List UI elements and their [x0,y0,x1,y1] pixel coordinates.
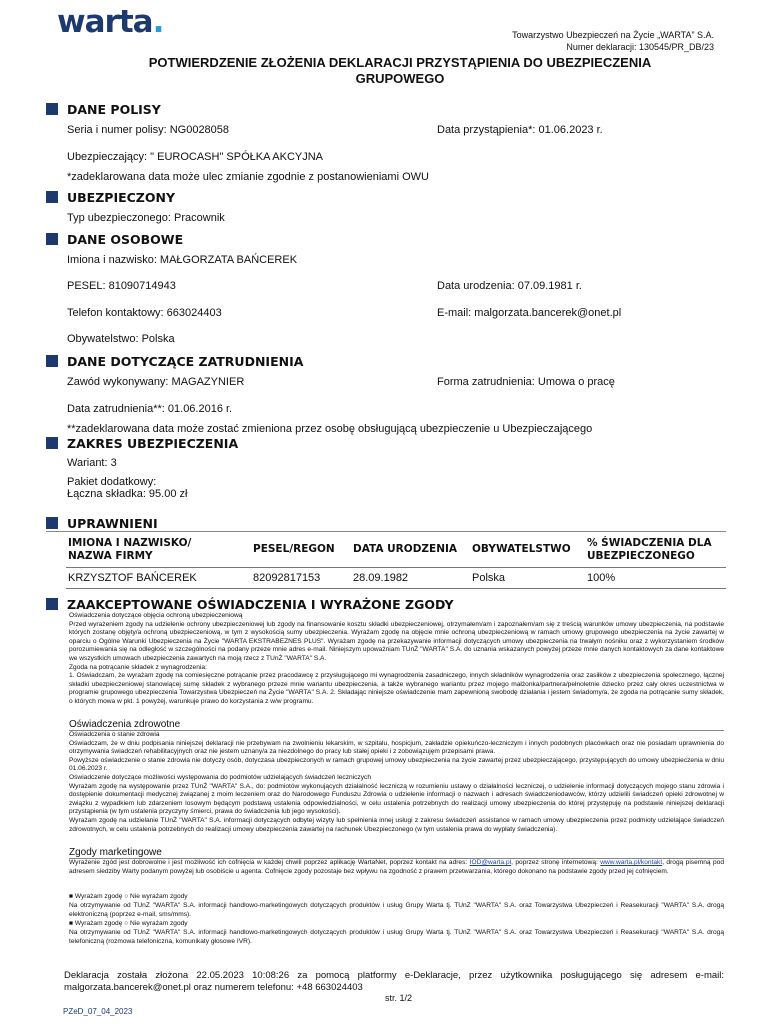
section-marker-icon [46,517,58,529]
section-marker-icon [46,233,58,245]
header-birth: DATA URODZENIA [353,543,458,555]
declaration-number: Numer deklaracji: 130545/PR_DB/23 [566,42,714,52]
section-insured: UBEZPIECZONY [46,189,175,205]
section-marker-icon [46,103,58,115]
consent-radio-email[interactable]: ■ Wyrażam zgodę ○ Nie wyrażam zgody [69,893,188,900]
policy-note: *zadeklarowana data może ulec zmianie zgodnie z postanowieniami OWU [67,171,429,183]
beneficiaries-table [66,535,726,589]
employment-date: Data zatrudnienia**: 01.06.2016 r. [67,403,233,415]
section-scope: ZAKRES UBEZPIECZENIA [46,435,238,451]
row-citizenship: Polska [472,572,506,584]
section-marker-icon [46,191,58,203]
health-statements-heading: Oświadczenia zdrowotne [69,719,724,731]
employment-form: Forma zatrudnienia: Umowa o pracę [437,376,615,388]
warta-contact-link[interactable]: www.warta.pl/kontakt [600,859,663,866]
scope-premium: Łączna składka: 95.00 zł [67,488,188,500]
marketing-email-text: Na otrzymywanie od TUnŻ "WARTA" S.A. informacji handlowo-marketingowych dotyczących produktów i usług Grupy Warta tj. TUnŻ "WARTA" S.A. oraz Towarzystwa Ubezpieczeń i Reasekuracji "WARTA" S.A. drogą elektroniczną (poprzez e-mail, sms/mms). [69,902,724,918]
policy-start-date: Data przystąpienia*: 01.06.2023 r. [437,124,603,136]
page-number: str. 1/2 [385,993,413,1003]
header-citizenship: OBYWATELSTWO [472,543,571,555]
personal-citizenship: Obywatelstwo: Polska [67,333,175,345]
consent-coverage-text: Oświadczenia dotyczące objęcia ochroną ubezpieczeniową Przed wyrażeniem zgody na udzielenie ochrony ubezpieczeniowej lub zgody na finansowanie kosztu składki ubezpieczeniowej, otrzymałem/am i zapoznałem/am się z treścią warunków umowy ubezpieczenia, na podstawie których zostanę objęty/a ochroną ubezpieczeniową, w tym z wysokością sumy ubezpieczenia. Wyrażam zgodę na objęcie mnie ochroną ubezpieczeniową w ramach umowy grupowego ubezpieczenia na życie zawartej w oparciu o Ogólne Warunki Ubezpieczenia na Życie "WARTA EKSTRABEZNES PLUS". Wyrażam zgodę na przekazywanie informacji dotyczących umowy ubezpieczenia na trwałym nośniku oraz z wykorzystaniem środków porozumiewania się na odległość w szczególności na podany przeze mnie adres e-mail. Niniejszym upoważniam TUnŻ "WARTA" S.A. do uznania wskazanych powyżej przeze mnie danych kontaktowych za dane kontaktowe we wszystkich umowach ubezpieczenia zawartych na moją rzecz z TUnŻ "WARTA" S.A. Zgoda na potrącanie składek z wynagrodzenia: 1. Oświadczam, że wyrażam zgodę na comiesięczne potrącanie przez pracodawcę z przysługującego mi wynagrodzenia zasadniczego, innych składników wynagrodzenia oraz zasiłków z ubezpieczenia społecznego, łącznej składki ubezpieczeniowej stanowiącej sumę składek z wybranego przeze mnie wariantu ubezpieczenia, a także wybranego wariantu przez mojego małżonka/partnera/pełnoletnie dziecko przez cały okres uczestnictwa w programie grupowego ubezpieczenia Towarzystwa Ubezpieczeń na Życie "WARTA" S.A. 2. Składając niniejsze oświadczenie mam zapewnioną swobodę działania i jestem świadomy/a, że zgoda na potrącanie sumy składek, o których mowa w pkt. 1 powyżej, warunkuje prawo do korzystania z w/w programu. [69,612,724,705]
company-info [512,29,714,53]
section-beneficiaries: UPRAWNIENI [46,515,726,532]
employment-note: **zadeklarowana data może zostać zmieniona przez osobę obsługującą ubezpieczenie u Ubezpieczającego [67,423,593,435]
consent-radio-phone[interactable]: ■ Wyrażam zgodę ○ Nie wyrażam zgody [69,920,188,927]
iod-email-link[interactable]: IOD@warta.pl [469,859,512,866]
health-statements-text: Oświadczenia o stanie zdrowia Oświadczam, że w dniu podpisania niniejszej deklaracji nie przebywam na zwolnieniu lekarskim, w szpitalu, hospicjum, zakładzie opiekuńczo-leczniczym i innych podobnych placówkach oraz nie posiadam uprawnienia do otrzymywania świadczeń rehabilitacyjnych oraz nie jestem uznany/a za niezdolnego do pracy lub stałej opieki i z zobowiązujęm przepisami prawa. Powyższe oświadczenie o stanie zdrowia nie dotyczy osób, dotyczasa ubezpieczonych w ramach grupowej umowy ubezpieczenia na życie zawartej przez ubezpieczającego, przystępujących do umowy ubezpieczenia w dniu 01.06.2023 r. Oświadczenie dotyczące możliwości występowania do podmiotów udzielających świadczeń leczniczych Wyrażam zgodę na występowanie przez TUnŻ "WARTA" S.A., do: podmiotów wykonujących działalność leczniczą w rozumieniu ustawy o działalności leczniczej, o udzielenie informacji dotyczących mojego stanu zdrowia i dostępienie dokumentacji medycznej związanej z moim leczeniem oraz do Narodowego Funduszu Zdrowia o udzielenie informacji o nazwach i adresach świadczeniodawców, którzy udzielili świadczeń opieki zdrowotnej w związku z wypadkiem lub zdarzeniem losowym będącym podstawą ustalenia odpowiedzialności, w celu ustalenia potrzebnych do realizacji umowy ubezpieczenia do której przystępuję na podstawie niniejszej deklaracji przystąpienia (w tym ustalenia przyczyny śmierci, prawa do świadczenia lub jego wysokości). Wyrażam zgodę na udzielanie TUnŻ "WARTA" S.A. informacji dotyczących odbytej wizyty lub spełnienia innej usługi z zakresu świadczeń assistance w ramach umowy ubezpieczenia przez podmioty udzielające świadczeń zdrowotnych, w celu ustalenia potrzebnych do realizacji umowy ubezpieczenia zawartej na rachunek Ubezpieczonego (w tym ustalenia prawa do wypłaty świadczenia). [69,731,724,833]
row-share: 100% [587,572,616,584]
table-row [66,568,726,589]
row-pesel: 82092817153 [253,572,321,584]
scope-packages: Pakiet dodatkowy: [67,476,157,488]
section-employment: DANE DOTYCZĄCE ZATRUDNIENIA [46,353,303,369]
document-title: POTWIERDZENIE ZŁOŻENIA DEKLARACJI PRZYSTĄPIENIA DO UBEZPIECZENIA GRUPOWEGO [148,55,652,86]
header-pesel: PESEL/REGON [253,543,335,555]
warta-logo: warta. [57,4,164,40]
section-personal: DANE OSOBOWE [46,231,183,247]
section-marker-icon [46,598,58,610]
policy-insurer: Ubezpieczający: " EUROCASH" SPÓŁKA AKCYJNA [67,151,324,163]
personal-name: Imiona i nazwisko: MAŁGORZATA BAŃCEREK [67,254,298,266]
employment-job: Zawód wykonywany: MAGAZYNIER [67,376,245,388]
marketing-heading: Zgody marketingowe [69,847,724,859]
section-consents: ZAAKCEPTOWANE OŚWIADCZENIA I WYRAŻONE ZGODY [46,596,454,612]
policy-series: Seria i numer polisy: NG0028058 [67,124,230,136]
form-code: PZeD_07_04_2023 [63,1007,133,1016]
header-name: IMIONA I NAZWISKO/ NAZWA FIRMY [68,537,192,562]
personal-email: E-mail: malgorzata.bancerek@onet.pl [437,307,622,319]
section-policy: DANE POLISY [46,101,161,117]
section-marker-icon [46,437,58,449]
insured-type: Typ ubezpieczonego: Pracownik [67,212,225,224]
personal-phone: Telefon kontaktowy: 663024403 [67,307,222,319]
scope-variant: Wariant: 3 [67,457,117,469]
marketing-phone-text: Na otrzymywanie od TUnŻ "WARTA" S.A. informacji handlowo-marketingowych dotyczących produktów i usług Grupy Warta tj. TUnŻ "WARTA" S.A. oraz Towarzystwa Ubezpieczeń i Reasekuracji "WARTA" S.A. drogą telefoniczną (rozmowa telefoniczna, komunikaty głosowe IVR). [69,929,724,945]
row-birth: 28.09.1982 [353,572,409,584]
section-marker-icon [46,355,58,367]
company-name: Towarzystwo Ubezpieczeń na Życie „WARTA” S.A. [512,30,714,40]
marketing-intro: Wyrażenie zgód jest dobrowolne i jest możliwość ich cofnięcia w każdej chwili poprzez aplikację WartaNet, poprzez kontakt na adres: IOD@warta.pl, poprzez stronę internetową: www.warta.pl/kontakt, drogą pisemną pod adresem siedziby Warty podanym powyżej lub osobiście u agenta. Cofnięcie zgody pozostaje bez wpływu na zgodność z prawem przetwarzania, którego dokonano na podstawie zgody przed jej cofnięciem. [69,859,724,875]
row-name: KRZYSZTOF BAŃCEREK [68,572,197,584]
header-share: % ŚWIADCZENIA DLA UBEZPIECZONEGO [587,537,712,562]
table-header [66,535,726,568]
personal-birth-date: Data urodzenia: 07.09.1981 r. [437,280,582,292]
personal-pesel: PESEL: 81090714943 [67,280,176,292]
footer-submission-info: Deklaracja została złożona 22.05.2023 10:08:26 za pomocą platformy e-Deklaracje, przez użytkownika posługującego się adresem e-mail: malgorzata.bancerek@onet.pl oraz numerem telefonu: +48 663024403 [64,970,724,993]
